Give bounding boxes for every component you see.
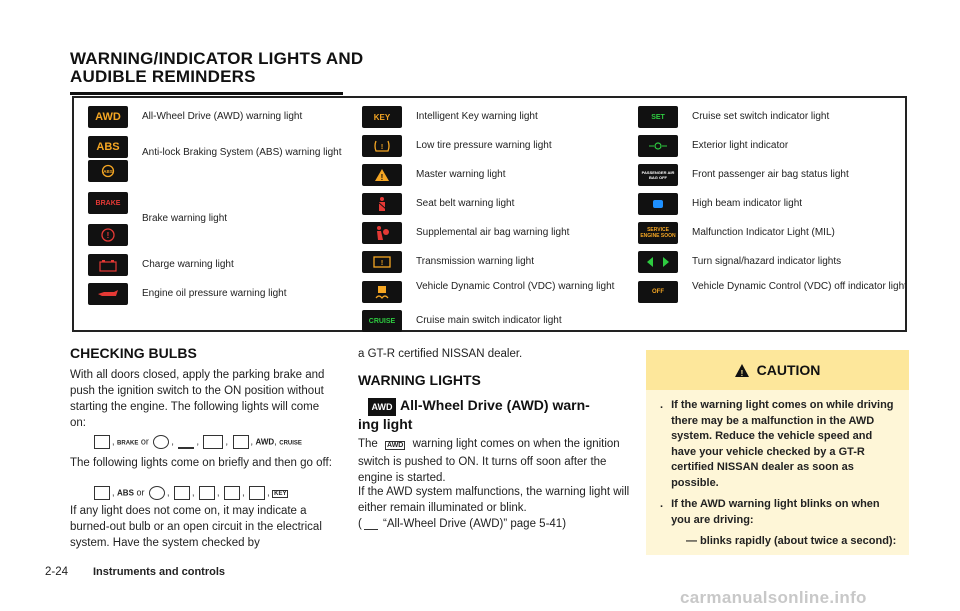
vdc-icon [224, 486, 240, 500]
awd-heading-line2: ing light [358, 416, 413, 432]
svg-text:!: ! [380, 260, 384, 267]
vdc-warning-icon [362, 281, 402, 303]
seat-belt-label: Seat belt warning light [416, 198, 515, 209]
mil-icon [203, 435, 223, 449]
caution-box [646, 350, 909, 555]
brake-warning-label: Brake warning light [142, 213, 228, 224]
turn-signal-label: Turn signal/hazard indicator lights [692, 256, 842, 267]
cruise-main-icon: CRUISE [362, 310, 402, 332]
airbag-icon [362, 222, 402, 244]
master-warning-label: Master warning light [416, 169, 506, 180]
awd-warning-icon: AWD [88, 106, 128, 128]
oil-can-icon [88, 283, 128, 305]
brake-circle-icon [153, 435, 169, 449]
section-title-line1: WARNING/INDICATOR LIGHTS AND [70, 49, 364, 68]
section-title [70, 50, 363, 86]
abs-warning-icon-alt [88, 160, 128, 182]
passenger-airbag-icon: PASSENGER AIR BAG OFF [638, 164, 678, 186]
tire-pressure-label: Low tire pressure warning light [416, 140, 552, 151]
mil-icon: SERVICE ENGINE SOON [638, 222, 678, 244]
caution-title: CAUTION [756, 362, 821, 378]
caution-body [660, 398, 900, 550]
awd-inline-icon: AWD [387, 442, 404, 449]
vdc-off-icon: OFF [638, 281, 678, 303]
reference-icon [364, 517, 378, 530]
vdc-warning-label: Vehicle Dynamic Control (VDC) warning light [416, 281, 615, 292]
oil-can-icon [178, 435, 194, 449]
tire-pressure-icon [362, 135, 402, 157]
transmission-label: Transmission warning light [416, 256, 535, 267]
watermark: carmanualsonline.info [680, 588, 867, 607]
exterior-light-icon [638, 135, 678, 157]
checking-bulbs-heading: CHECKING BULBS [70, 345, 197, 361]
warning-lights-heading: WARNING LIGHTS [358, 372, 481, 388]
seat-belt-icon [199, 486, 215, 500]
transmission-icon [362, 251, 402, 273]
awd-paragraph-1: The AWD warning light comes on when the ignition switch is pushed to ON. It turns off soon after the engine is started. [358, 438, 620, 484]
high-beam-label: High beam indicator light [692, 198, 803, 209]
transmission-icon [174, 486, 190, 500]
key-warning-icon: KEY [362, 106, 402, 128]
airbag-icon [94, 486, 110, 500]
abs-circle-icon [149, 486, 165, 500]
battery-icon [94, 435, 110, 449]
brake-circle-icon [88, 224, 128, 246]
exterior-light-label: Exterior light indicator [692, 140, 789, 151]
dealer-continuation: a GT-R certified NISSAN dealer. [358, 348, 523, 360]
awd-paragraph-2: If the AWD system malfunctions, the warning light will either remain illuminated or blink. [358, 486, 630, 514]
brake-warning-icon: BRAKE [88, 192, 128, 214]
awd-reference[interactable]: ( “All-Wheel Drive (AWD)” page 5-41) [358, 518, 567, 530]
svg-text:ABS: ABS [103, 169, 113, 174]
vdc-warning-icon [233, 435, 249, 449]
checking-bulbs-p2: The following lights come on briefly and then go off: [70, 457, 332, 469]
caution-item-1: . If the warning light comes on while driving there may be a malfunction in the AWD system. Reduce the vehicle speed and have your vehicle checked by a GT-R certified NISSAN dealer as soon as possible. [660, 399, 894, 489]
high-beam-icon [638, 193, 678, 215]
section-name: Instruments and controls [93, 566, 226, 578]
cruise-set-icon: SET [638, 106, 678, 128]
tire-pressure-icon [249, 486, 265, 500]
charge-warning-label: Charge warning light [142, 259, 234, 270]
awd-heading-icon: AWD [368, 398, 396, 416]
lights-on-icons: , BRAKE or , , , , AWD, CRUISE [92, 435, 302, 449]
checking-bulbs-p3: If any light does not come on, it may indicate a burned-out bulb or an open circuit in the electrical system. Have the system checked by [70, 505, 322, 549]
key-warning-label: Intelligent Key warning light [416, 111, 538, 122]
awd-warning-label: All-Wheel Drive (AWD) warning light [142, 111, 303, 122]
vdc-off-label: Vehicle Dynamic Control (VDC) off indicator light [692, 281, 907, 292]
title-rule [70, 92, 343, 95]
page-number: 2-24 [45, 566, 69, 578]
abs-warning-icon: ABS [88, 136, 128, 158]
abs-warning-label: Anti-lock Braking System (ABS) warning light [142, 147, 342, 158]
warning-triangle-icon [735, 364, 749, 377]
passenger-airbag-label: Front passenger air bag status light [692, 169, 849, 180]
lights-briefly-icons: , ABS or , , , , , KEY [92, 486, 288, 500]
section-title-line2: AUDIBLE REMINDERS [70, 67, 256, 86]
cruise-main-label: Cruise main switch indicator light [416, 315, 562, 326]
seat-belt-icon [362, 193, 402, 215]
svg-text:!: ! [380, 173, 384, 182]
mil-label: Malfunction Indicator Light (MIL) [692, 227, 835, 238]
caution-item-2-sub: — blinks rapidly (about twice a second): [686, 535, 897, 547]
battery-icon [88, 254, 128, 276]
awd-heading-line1: All-Wheel Drive (AWD) warn- [400, 397, 590, 413]
checking-bulbs-p1: With all doors closed, apply the parking brake and push the ignition switch to the ON position without starting the engine. The following lights will come on: [70, 369, 325, 429]
cruise-set-label: Cruise set switch indicator light [692, 111, 830, 122]
svg-text:!: ! [106, 231, 110, 240]
svg-text:!: ! [380, 144, 384, 151]
caution-item-2: . If the AWD warning light blinks on when you are driving: [660, 498, 880, 526]
oil-pressure-label: Engine oil pressure warning light [142, 288, 287, 299]
airbag-label: Supplemental air bag warning light [416, 227, 570, 238]
turn-signal-icon [638, 251, 678, 273]
caution-header [646, 350, 909, 390]
svg-text:!: ! [740, 368, 743, 377]
warning-lights-table [72, 96, 907, 332]
master-warning-icon [362, 164, 402, 186]
